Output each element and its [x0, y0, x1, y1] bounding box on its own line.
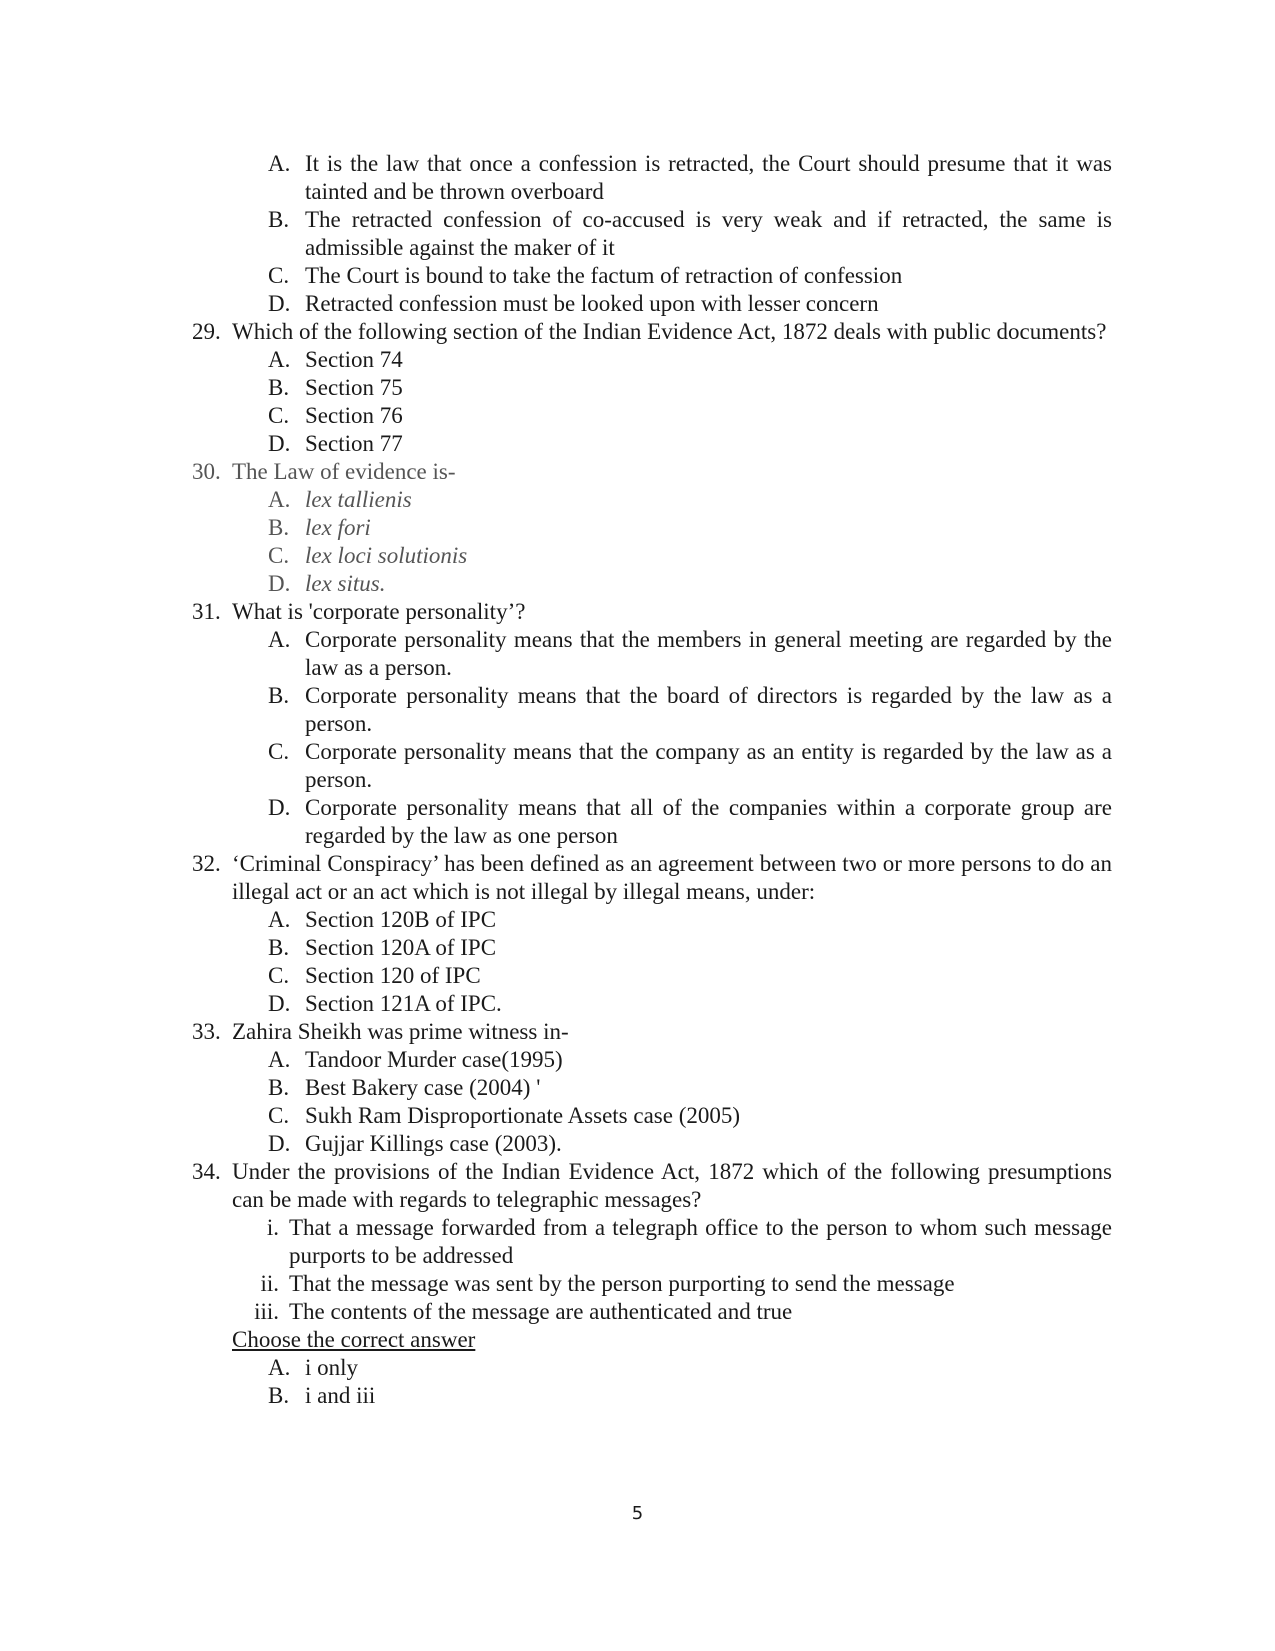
statement-number: iii. [254, 1299, 279, 1324]
option-text: Section 120B of IPC [305, 907, 497, 932]
option-text: Retracted confession must be looked upon with lesser concern [305, 291, 879, 316]
question-content [192, 150, 1112, 1410]
option [192, 150, 1112, 206]
option-text: Corporate personality means that the board of directors is regarded by the law as a person. [305, 683, 1112, 736]
option-text: Section 74 [305, 347, 403, 372]
option-text: It is the law that once a confession is retracted, the Court should presume that it was tainted and be thrown overboard [305, 151, 1112, 204]
option [192, 738, 1112, 794]
option-letter: D. [268, 431, 291, 456]
statement [192, 1298, 1112, 1326]
option-text: i and iii [305, 1383, 376, 1408]
option [192, 514, 1112, 542]
option-letter: D. [268, 991, 291, 1016]
option-text: Tandoor Murder case(1995) [305, 1047, 563, 1072]
option-letter: D. [268, 571, 291, 596]
option [192, 262, 1112, 290]
option [192, 486, 1112, 514]
option-text: Best Bakery case (2004) ' [305, 1075, 541, 1100]
option-letter: A. [268, 907, 291, 932]
option-letter: B. [268, 515, 290, 540]
question-text: ‘Criminal Conspiracy’ has been defined as an agreement between two or more persons to do an illegal act or an act which is not illegal by illegal means, under: [232, 851, 1112, 904]
option [192, 542, 1112, 570]
statement [192, 1270, 1112, 1298]
option-text: i only [305, 1355, 359, 1380]
option-letter: D. [268, 795, 291, 820]
question-32 [192, 850, 1112, 906]
option [192, 962, 1112, 990]
question-number: 34. [192, 1159, 221, 1184]
option-text: The retracted confession of co-accused is very weak and if retracted, the same is admissible against the maker of it [305, 207, 1112, 260]
option-letter: C. [268, 403, 290, 428]
option-letter: B. [268, 375, 290, 400]
option-letter: A. [268, 151, 291, 176]
question-29 [192, 318, 1112, 346]
question-text: Zahira Sheikh was prime witness in- [232, 1019, 569, 1044]
question-number: 32. [192, 851, 221, 876]
option [192, 794, 1112, 850]
option-text: Corporate personality means that the members in general meeting are regarded by the law as a person. [305, 627, 1112, 680]
option [192, 1130, 1112, 1158]
option-text: Section 77 [305, 431, 403, 456]
option-text: lex loci solutionis [305, 543, 468, 568]
option-letter: C. [268, 1103, 290, 1128]
option [192, 1382, 1112, 1410]
question-33 [192, 1018, 1112, 1046]
option [192, 402, 1112, 430]
question-number: 29. [192, 319, 221, 344]
option-text: Section 76 [305, 403, 403, 428]
option-letter: B. [268, 1075, 290, 1100]
option-letter: B. [268, 1383, 290, 1408]
option [192, 1102, 1112, 1130]
option-text: Section 120A of IPC [305, 935, 497, 960]
option-text: lex tallienis [305, 487, 412, 512]
question-text: Which of the following section of the Indian Evidence Act, 1872 deals with public documents? [232, 319, 1107, 344]
option [192, 430, 1112, 458]
statement-number: ii. [260, 1271, 279, 1296]
question-number: 33. [192, 1019, 221, 1044]
option-text: Section 75 [305, 375, 403, 400]
option-text: lex situs. [305, 571, 386, 596]
question-31 [192, 598, 1112, 626]
statement-number: i. [266, 1215, 279, 1240]
option-text: Corporate personality means that the company as an entity is regarded by the law as a person. [305, 739, 1112, 792]
option [192, 990, 1112, 1018]
option [192, 1074, 1112, 1102]
statement-text: That the message was sent by the person purporting to send the message [289, 1271, 955, 1296]
option-text: Section 120 of IPC [305, 963, 481, 988]
option-text: Corporate personality means that all of the companies within a corporate group are regarded by the law as one person [305, 795, 1112, 848]
option [192, 206, 1112, 262]
page-number: 5 [631, 1503, 644, 1524]
option [192, 626, 1112, 682]
option-text: The Court is bound to take the factum of retraction of confession [305, 263, 903, 288]
option [192, 290, 1112, 318]
option [192, 346, 1112, 374]
choose-instruction: Choose the correct answer [232, 1327, 476, 1352]
option-letter: A. [268, 347, 291, 372]
option-letter: C. [268, 963, 290, 988]
option-text: lex fori [305, 515, 371, 540]
option-text: Gujjar Killings case (2003). [305, 1131, 562, 1156]
option-letter: C. [268, 543, 290, 568]
option [192, 682, 1112, 738]
option-text: Section 121A of IPC. [305, 991, 502, 1016]
option [192, 570, 1112, 598]
option-letter: B. [268, 683, 290, 708]
option-letter: C. [268, 263, 290, 288]
option-letter: A. [268, 1047, 291, 1072]
question-text: Under the provisions of the Indian Evidence Act, 1872 which of the following presumptions can be made with regards to telegraphic messages? [232, 1159, 1112, 1212]
option [192, 934, 1112, 962]
option-text: Sukh Ram Disproportionate Assets case (2005) [305, 1103, 741, 1128]
statement-text: That a message forwarded from a telegraph office to the person to whom such message purports to be addressed [289, 1215, 1112, 1268]
option-letter: B. [268, 935, 290, 960]
option [192, 1046, 1112, 1074]
option [192, 1354, 1112, 1382]
question-text: What is 'corporate personality’? [232, 599, 526, 624]
option [192, 374, 1112, 402]
question-30 [192, 458, 1112, 486]
option-letter: C. [268, 739, 290, 764]
statement [192, 1214, 1112, 1270]
option-letter: A. [268, 1355, 291, 1380]
question-34 [192, 1158, 1112, 1214]
option-letter: A. [268, 627, 291, 652]
question-number: 31. [192, 599, 221, 624]
question-number: 30. [192, 459, 221, 484]
option-letter: D. [268, 1131, 291, 1156]
option [192, 906, 1112, 934]
option-letter: D. [268, 291, 291, 316]
option-letter: B. [268, 207, 290, 232]
option-letter: A. [268, 487, 291, 512]
statement-text: The contents of the message are authenticated and true [289, 1299, 793, 1324]
question-text: The Law of evidence is- [232, 459, 456, 484]
